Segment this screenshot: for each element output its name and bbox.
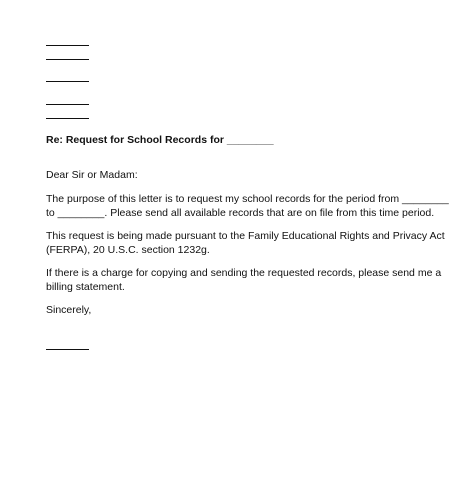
letter-subject: Re: Request for School Records for ________ <box>46 134 274 146</box>
letter-closing: Sincerely, <box>46 304 92 316</box>
letter-salutation: Dear Sir or Madam: <box>46 169 138 181</box>
signature-blank <box>46 349 89 350</box>
address-blank-1 <box>46 45 89 46</box>
paragraph-3-line-2: billing statement. <box>46 281 125 293</box>
paragraph-1-line-2: to ________. Please send all available records that are on file from this time period. <box>46 207 435 219</box>
address-blank-4 <box>46 104 89 105</box>
address-blank-2 <box>46 59 89 60</box>
paragraph-1-line-1: The purpose of this letter is to request my school records for the period from ________ <box>46 193 449 205</box>
address-blank-3 <box>46 81 89 82</box>
paragraph-2-line-1: This request is being made pursuant to the Family Educational Rights and Privacy Act <box>46 230 445 242</box>
address-blank-5 <box>46 118 89 119</box>
paragraph-2-line-2: (FERPA), 20 U.S.C. section 1232g. <box>46 244 210 256</box>
paragraph-3-line-1: If there is a charge for copying and sending the requested records, please send me a <box>46 267 442 279</box>
